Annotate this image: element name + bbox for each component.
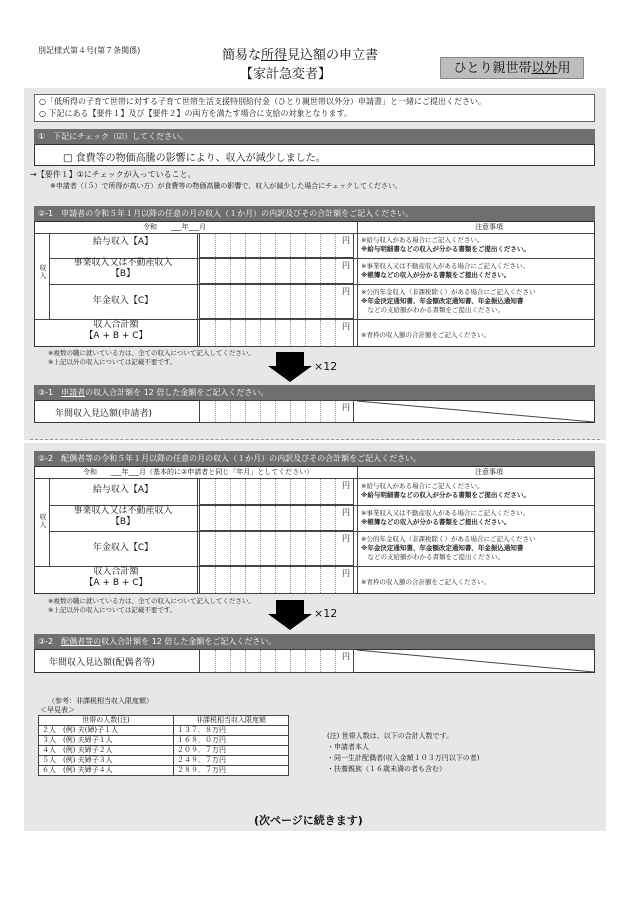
income-total-input[interactable] [199,319,354,347]
yen-unit: 円 [342,569,350,578]
footnote-2: ※上記以外の収入については記載不要です。 [48,358,177,366]
table-cell: ２人 (例) 夫(婦)子１人 [39,726,174,736]
household-note-4: ・扶養親族（１６歳未満の者も含む） [327,765,446,773]
yen-unit: 円 [342,652,350,661]
reference-table [38,715,289,776]
table-row [39,766,289,776]
spouse-salary-note-1: ※給与収入がある場合にご記入ください。 [361,482,484,490]
down-arrow-icon [276,600,304,614]
multiplier-x12: ×12 [314,607,338,620]
spouse-business-input[interactable] [199,505,354,531]
spouse-pension-note-1: ※公的年金収入（非課税除く）がある場合にご記入ください [361,535,536,543]
section-1-box [34,144,595,166]
annual-diagonal [357,650,594,672]
table-cell: １６８．０万円 [174,736,289,746]
total-note: ※青枠の収入額の合計額をご記入ください。 [361,331,490,339]
yen-unit: 円 [342,481,350,490]
page-subtitle: 【家計急変者】 [240,67,332,82]
table-cell: ２８９．７万円 [174,766,289,776]
continue-note: (次ページに続きます) [254,814,363,827]
pension-income-input[interactable] [199,284,354,319]
spouse-footnote-2: ※上記以外の収入については記載不要です。 [48,606,177,614]
down-arrow-icon [276,352,304,366]
section-2-2-bar: ②-2 配偶者等の令和５年１月以降の任意の月の収入（１か月）の内訳及びその合計額をご記入ください。 [34,451,595,466]
arrow-head [268,614,312,630]
section-1-bar: ① 下記にチェック（☑）してください。 [34,129,595,144]
notes-header-spouse: 注意事項 [475,468,503,476]
spouse-business-note-1: ※事業収入又は不動産収入がある場合にご記入ください。 [361,509,529,517]
yen-unit: 円 [342,261,350,270]
income-decrease-checkbox[interactable]: □ 食費等の物価高騰の影響により、収入が減少しました。 [63,153,326,164]
table-header-row [39,716,289,726]
spouse-salary-note-2: ※給与明細書などの収入が分かる書類をご提出ください。 [361,491,530,499]
spouse-pension-note-3: などの支給額がわかる書類をご提出ください。 [361,553,504,561]
table-cell: ２４９．７万円 [174,756,289,766]
salary-note-1: ※給与収入がある場合にご記入ください。 [361,236,484,244]
table-row [39,746,289,756]
pension-note-3: などの支給額がわかる書類をご提出ください。 [361,306,504,314]
income-side-label: 収入 [39,264,47,281]
form-id: 別記様式第４号(第７条関係) [38,46,141,55]
section-2-1-bar: ②-1 申請者の令和５年１月以降の任意の月の収入（１か月）の内訳及びその合計額をご記入ください。 [34,206,595,221]
table-cell: １３７．８万円 [174,726,289,736]
applicant-annual-label: 年間収入見込額(申請者) [55,409,153,419]
section-3-2-bar: ③-2 配偶者等の収入合計額を 12 倍した金額をご記入ください。 [34,634,595,649]
business-income-label: 事業収入又は不動産収入 【B】 [73,258,173,280]
pension-income-label: 年金収入【C】 [92,296,154,306]
spouse-salary-label: 給与収入【A】 [92,485,154,495]
salary-income-input[interactable] [199,233,354,258]
form-type-badge: ひとり親世帯以外用 [440,57,584,79]
salary-income-label: 給与収入【A】 [92,237,154,247]
income-side-label-spouse: 収入 [39,513,47,530]
applicant-annual-input[interactable] [199,400,354,423]
spouse-total-input[interactable] [199,566,354,594]
yen-unit: 円 [342,287,350,296]
table-cell: ３人 (例) 夫婦子１人 [39,736,174,746]
yen-unit: 円 [342,403,350,412]
spouse-pension-note-2: ※年金決定通知書、年金額改定通知書、年金振込通知書 [361,544,524,552]
yen-unit: 円 [342,322,350,331]
reference-subtitle: ＜早見表＞ [40,706,75,714]
household-note-3: ・同一生計配偶者(収入金額１０３万円以下の者) [327,754,480,762]
section-3-1-bar: ③-1 申請者の収入合計額を 12 倍した金額をご記入ください。 [34,385,595,400]
period-label: 令和 ___年___月 [143,223,206,231]
yen-unit: 円 [342,508,350,517]
spouse-pension-label: 年金収入【C】 [92,543,154,553]
spouse-footnote-1: ※複数の職に就いている方は、全ての収入について記入してください。 [48,597,255,605]
table-row [39,726,289,736]
arrow-head [268,366,312,382]
header-cell: 非課税相当収入限度額 [174,716,289,726]
table-row [39,756,289,766]
household-note-2: ・申請者本人 [327,743,369,751]
reference-title: （参考：非課税相当収入限度額） [48,697,153,705]
table-cell: ６人 (例) 夫婦子４人 [39,766,174,776]
spouse-annual-input[interactable] [199,649,354,673]
requirement-1: →【要件１】①にチェックが入っていること。 [30,170,196,179]
multiplier-x12: ×12 [314,360,338,373]
business-income-input[interactable] [199,258,354,284]
intro-line-1: ○「低所得の子育て世帯に対する子育て世帯生活支援特別給付金（ひとり親世帯以外分）申請書」と一緒にご提出ください。 [39,97,486,106]
spouse-total-note: ※青枠の収入額の合計額をご記入ください。 [361,578,490,586]
spouse-salary-input[interactable] [199,478,354,505]
annual-diagonal [357,401,594,422]
section-divider [30,439,600,440]
spouse-business-note-2: ※帳簿などの収入が分かる書類をご提出ください。 [361,518,511,526]
spouse-annual-label: 年間収入見込額(配偶者等) [49,658,156,668]
spouse-pension-input[interactable] [199,531,354,566]
spouse-business-label: 事業収入又は不動産収入 【B】 [73,506,173,528]
pension-note-1: ※公的年金収入（非課税除く）がある場合にご記入ください [361,288,536,296]
salary-note-2: ※給与明細書などの収入が分かる書類をご提出ください。 [361,245,530,253]
footnote-1: ※複数の職に就いている方は、全ての収入について記入してください。 [48,349,255,357]
table-row [39,736,289,746]
yen-unit: 円 [342,534,350,543]
income-total-label: 収入合計額 【A + B + C】 [84,320,148,342]
yen-unit: 円 [342,236,350,245]
table-cell: ２０９．７万円 [174,746,289,756]
header-cell: 世帯の人数(注) [39,716,174,726]
period-label-spouse: 令和 ___年___月（基本的に②申請者と同じ「年月」としてください） [83,468,314,476]
spouse-total-label: 収入合計額 【A + B + C】 [84,567,148,589]
household-note-1: (注) 世帯人数は、以下の合計人数です。 [327,732,454,740]
page-title: 簡易な所得見込額の申立書 [222,48,379,63]
intro-line-2: ○ 下記にある【要件１】及び【要件２】の両方を満たす場合に支給の対象となります。 [39,109,352,118]
pension-note-2: ※年金決定通知書、年金額改定通知書、年金振込通知書 [361,297,524,305]
table-cell: ５人 (例) 夫婦子３人 [39,756,174,766]
notes-header: 注意事項 [475,223,503,231]
table-cell: ４人 (例) 夫婦子２人 [39,746,174,756]
business-note-1: ※事業収入又は不動産収入がある場合にご記入ください。 [361,262,529,270]
business-note-2: ※帳簿などの収入が分かる書類をご提出ください。 [361,271,511,279]
intro-box [34,94,595,122]
requirement-1-note: ※申請者（（５）で所得が高い方）が食費等の物価高騰の影響で、収入が減少した場合にチェックしてください。 [50,182,403,190]
